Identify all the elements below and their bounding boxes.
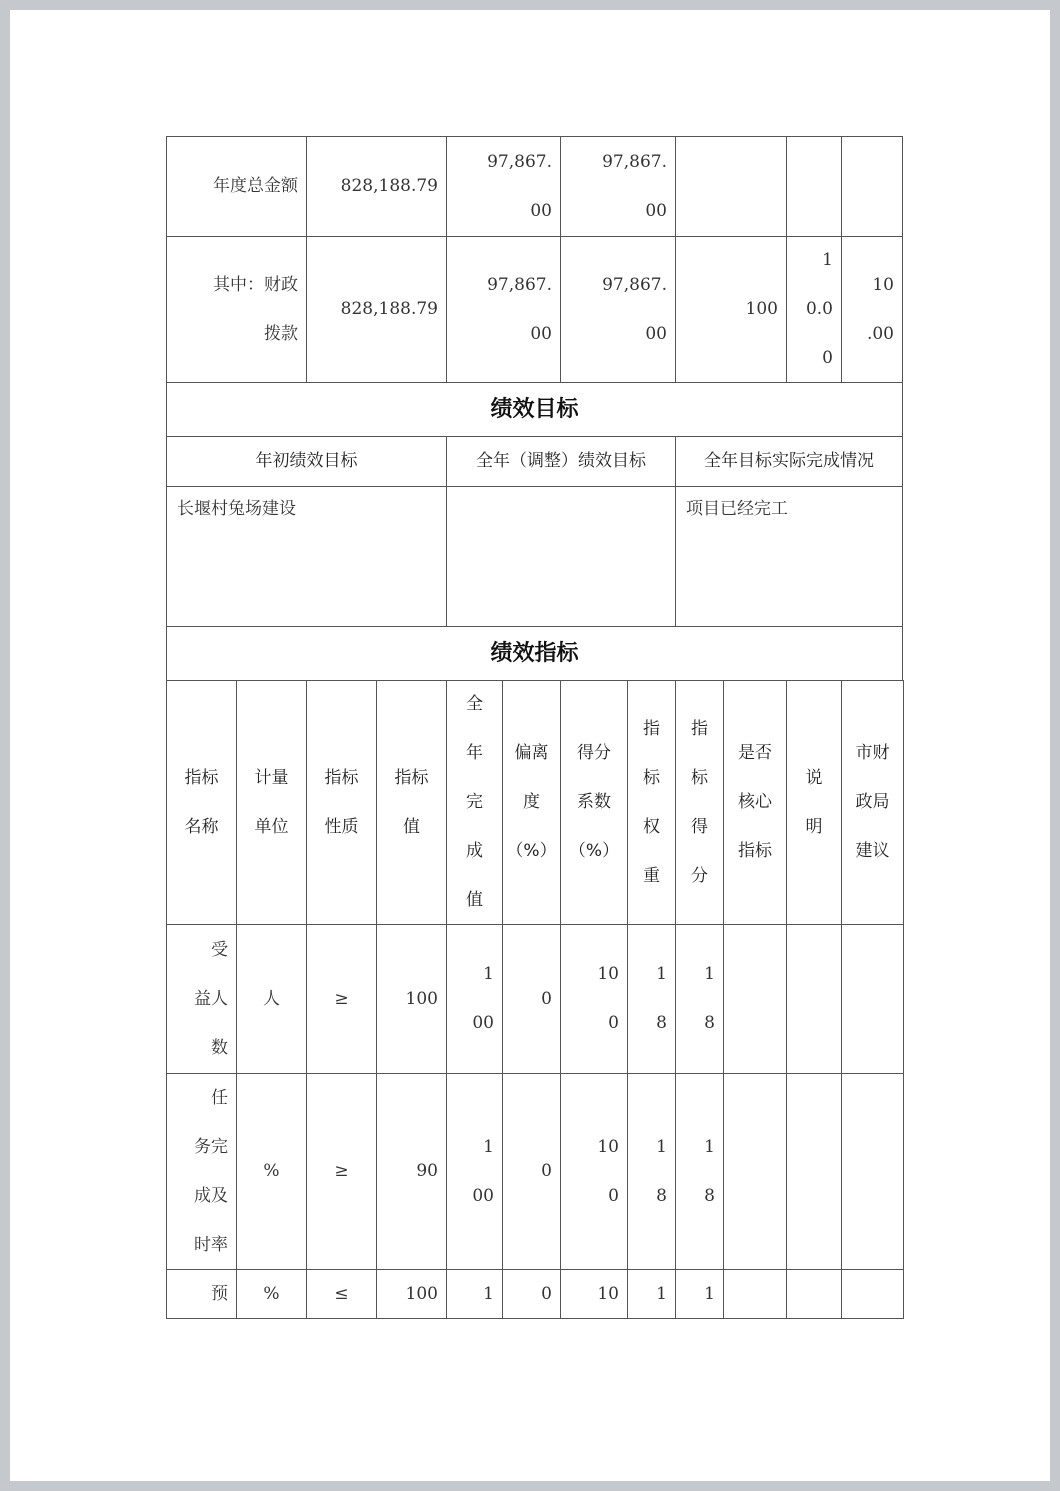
- weight-cell: [627, 924, 676, 1074]
- score-weight-value: 100: [745, 299, 778, 319]
- funding-label-cell: [166, 236, 307, 383]
- indicators-section-title: 绩效指标: [166, 626, 903, 681]
- finance-suggestion-cell: [841, 924, 904, 1074]
- unit-cell: [236, 1269, 307, 1319]
- weight-value: 1 8: [656, 964, 667, 1033]
- funding-label: 年度总金额: [213, 176, 298, 196]
- header-score-coefficient-label: 得分 系数 （%）: [568, 743, 620, 861]
- score-weight-cell: [675, 136, 787, 237]
- header-target-value: [376, 680, 447, 925]
- target-value-cell: [376, 1269, 447, 1319]
- weight-value: 1: [656, 1283, 667, 1304]
- is-core-cell: [723, 924, 787, 1074]
- goal-header-initial: 年初绩效目标: [166, 436, 447, 487]
- finance-suggestion-cell: [841, 1269, 904, 1319]
- header-finance-suggestion-label: 市财 政局 建议: [855, 743, 890, 861]
- indicator-score-value: 1 8: [704, 964, 715, 1033]
- note-cell: [786, 1073, 842, 1270]
- target-value-value: 100: [405, 988, 438, 1009]
- adjusted-budget-value: 97,867. 00: [487, 151, 552, 221]
- funding-label-cell: [166, 136, 307, 237]
- target-value-cell: [376, 924, 447, 1074]
- nature-value: ≥: [334, 988, 349, 1009]
- weight-cell: [627, 1269, 676, 1319]
- weight-value: 1 8: [656, 1136, 667, 1206]
- indicator-name-value: 预: [211, 1283, 228, 1304]
- header-unit-label: 计量 单位: [254, 767, 289, 837]
- unit-value: %: [263, 1283, 280, 1304]
- header-note-label: 说 明: [805, 767, 823, 837]
- goal-header-adjusted: 全年（调整）绩效目标: [446, 436, 676, 487]
- header-annual-actual: [446, 680, 503, 925]
- nature-value: ≤: [334, 1283, 349, 1304]
- header-weight: [627, 680, 676, 925]
- header-target-value-label: 指标 值: [394, 767, 429, 837]
- actual-executed-cell: [560, 136, 676, 237]
- target-value-cell: [376, 1073, 447, 1270]
- goal-value-adjusted: [446, 486, 676, 627]
- target-value-value: 90: [416, 1161, 438, 1181]
- execution-rate-cell: [786, 236, 842, 383]
- funding-label: 其中：财政 拨款: [213, 274, 298, 344]
- adjusted-budget-cell: [446, 136, 561, 237]
- indicator-score-cell: [675, 1073, 724, 1270]
- header-is-core-label: 是否 核心 指标: [738, 743, 772, 861]
- header-indicator-score-label: 指 标 得 分: [691, 718, 708, 886]
- deviation-value: 0: [541, 988, 552, 1009]
- nature-value: ≥: [334, 1161, 349, 1181]
- indicator-score-cell: [675, 1269, 724, 1319]
- unit-value: 人: [263, 988, 280, 1009]
- indicator-score-value: 1 8: [704, 1136, 715, 1206]
- annual-actual-cell: [446, 1269, 503, 1319]
- is-core-cell: [723, 1269, 787, 1319]
- score-cell: [841, 136, 903, 237]
- indicator-score-value: 1: [704, 1283, 715, 1304]
- indicator-name-cell: [166, 1269, 237, 1319]
- header-nature: [306, 680, 377, 925]
- note-cell: [786, 1269, 842, 1319]
- actual-executed-value: 97,867. 00: [602, 274, 667, 344]
- execution-rate-value: 1 0.0 0: [805, 250, 833, 368]
- target-value-value: 100: [405, 1283, 438, 1304]
- is-core-cell: [723, 1073, 787, 1270]
- annual-actual-value: 1 00: [472, 1136, 494, 1206]
- deviation-value: 0: [541, 1161, 552, 1181]
- header-weight-label: 指 标 权 重: [643, 718, 660, 886]
- annual-actual-cell: [446, 1073, 503, 1270]
- unit-cell: [236, 1073, 307, 1270]
- unit-cell: [236, 924, 307, 1074]
- score-coefficient-cell: [560, 924, 628, 1074]
- nature-cell: [306, 1269, 377, 1319]
- score-coefficient-value: 10: [597, 1283, 619, 1304]
- deviation-value: 0: [541, 1283, 552, 1304]
- actual-executed-value: 97,867. 00: [602, 151, 667, 221]
- header-score-coefficient: [560, 680, 628, 925]
- header-annual-actual-label: 全 年 完 成 值: [466, 694, 483, 910]
- header-deviation: [502, 680, 561, 925]
- adjusted-budget-value: 97,867. 00: [487, 274, 552, 344]
- unit-value: %: [263, 1161, 280, 1181]
- execution-rate-cell: [786, 136, 842, 237]
- header-note: [786, 680, 842, 925]
- score-coefficient-cell: [560, 1269, 628, 1319]
- score-weight-cell: [675, 236, 787, 383]
- header-indicator-name: [166, 680, 237, 925]
- annual-actual-value: 1 00: [472, 964, 494, 1033]
- indicator-name-cell: [166, 924, 237, 1074]
- score-value: 10 .00: [866, 274, 894, 344]
- goal-value-initial: 长堰村兔场建设: [166, 486, 447, 627]
- annual-budget-value: 828,188.79: [340, 299, 438, 319]
- annual-budget-value: 828,188.79: [340, 176, 438, 196]
- indicator-name-value: 受 益人 数: [194, 939, 228, 1058]
- adjusted-budget-cell: [446, 236, 561, 383]
- header-indicator-name-label: 指标 名称: [184, 767, 219, 837]
- deviation-cell: [502, 1269, 561, 1319]
- annual-actual-value: 1: [483, 1283, 494, 1304]
- nature-cell: [306, 1073, 377, 1270]
- goal-header-actual: 全年目标实际完成情况: [675, 436, 903, 487]
- score-coefficient-value: 10 0: [597, 964, 619, 1033]
- annual-budget-cell: [306, 236, 447, 383]
- weight-cell: [627, 1073, 676, 1270]
- indicator-name-cell: [166, 1073, 237, 1270]
- header-indicator-score: [675, 680, 724, 925]
- score-coefficient-value: 10 0: [597, 1136, 619, 1206]
- annual-actual-cell: [446, 924, 503, 1074]
- note-cell: [786, 924, 842, 1074]
- deviation-cell: [502, 924, 561, 1074]
- score-cell: [841, 236, 903, 383]
- score-coefficient-cell: [560, 1073, 628, 1270]
- indicator-name-value: 任 务完 成及 时率: [194, 1087, 228, 1255]
- header-unit: [236, 680, 307, 925]
- header-deviation-label: 偏离 度 （%）: [506, 743, 557, 861]
- annual-budget-cell: [306, 136, 447, 237]
- finance-suggestion-cell: [841, 1073, 904, 1270]
- header-nature-label: 指标 性质: [324, 767, 359, 837]
- header-finance-suggestion: [841, 680, 904, 925]
- goals-section-title: 绩效目标: [166, 382, 903, 437]
- indicator-score-cell: [675, 924, 724, 1074]
- actual-executed-cell: [560, 236, 676, 383]
- deviation-cell: [502, 1073, 561, 1270]
- header-is-core: [723, 680, 787, 925]
- goal-value-actual: 项目已经完工: [675, 486, 903, 627]
- nature-cell: [306, 924, 377, 1074]
